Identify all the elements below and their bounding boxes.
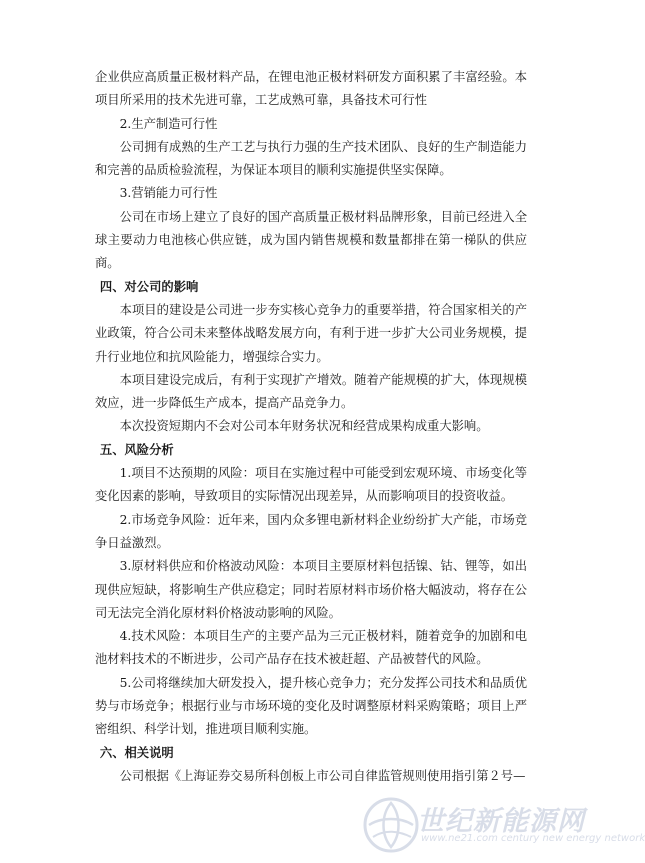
paragraph-impact-3: 本次投资短期内不会对公司本年财务状况和经营成果构成重大影响。	[119, 419, 489, 434]
paragraph-notes: 公司根据《上海证券交易所科创板上市公司自律监管规则使用指引第２号—	[119, 768, 526, 783]
watermark-title: 世纪新能源网	[417, 806, 585, 837]
paragraph-manufacturing: 公司拥有成熟的生产工艺与执行力强的生产技术团队、良好的生产制造能力和完善的品质检验流程，为保证本项目的顺利实施提供坚实保障。	[95, 139, 527, 178]
paragraph-impact-2: 本项目建设完成后，有利于实现扩产增效。随着产能规模的扩大，体现规模效应，进一步降低生产成本，提高产品竞争力。	[95, 372, 527, 411]
risk-item-5: 5.公司将继续加大研发投入，提升核心竞争力；充分发挥公司技术和品质优势与市场竞争；根据行业与市场环境的变化及时调整原材料采购策略；项目上严密组织、科学计划，推进项目顺利实施。	[95, 675, 527, 737]
heading-risk: 五、风险分析	[99, 442, 174, 457]
watermark-subtitle: www.ne21.com century new energy network	[421, 833, 645, 844]
document-body	[95, 66, 527, 788]
paragraph-intro: 企业供应高质量正极材料产品，在锂电池正极材料研发方面积累了丰富经验。本项目所采用的技术先进可靠，工艺成熟可靠，具备技术可行性	[95, 70, 527, 108]
paragraph-marketing: 公司在市场上建立了良好的国产高质量正极材料品牌形象，目前已经进入全球主要动力电池核心供应链，成为国内销售规模和数量都排在第一梯队的供应商。	[95, 209, 527, 271]
paragraph-impact-1: 本项目的建设是公司进一步夯实核心竞争力的重要举措，符合国家相关的产业政策，符合公司未来整体战略发展方向，有利于进一步扩大公司业务规模，提升行业地位和抗风险能力，增强综合实力。	[95, 302, 527, 364]
watermark	[361, 795, 645, 855]
risk-item-4: 4.技术风险：本项目生产的主要产品为三元正极材料，随着竞争的加剧和电池材料技术的不断进步，公司产品存在技术被赶超、产品被替代的风险。	[95, 629, 527, 667]
heading-impact: 四、对公司的影响	[99, 279, 199, 294]
risk-item-3: 3.原材料供应和价格波动风险：本项目主要原材料包括镍、钴、锂等，如出现供应短缺，将影响生产供应稳定；同时若原材料市场价格大幅波动，将存在公司无法完全消化原材料价格波动影响的风险。	[95, 559, 527, 620]
subheading-manufacturing: 2.生产制造可行性	[119, 116, 218, 131]
risk-item-1: 1.项目不达预期的风险：项目在实施过程中可能受到宏观环境、市场变化等变化因素的影响，导致项目的实际情况出现差异，从而影响项目的投资收益。	[95, 466, 527, 504]
subheading-marketing: 3.营销能力可行性	[119, 186, 218, 201]
heading-notes: 六、相关说明	[99, 745, 174, 760]
watermark-logo-icon	[361, 795, 421, 855]
risk-item-2: 2.市场竞争风险：近年来，国内众多锂电新材料企业纷纷扩大产能，市场竞争日益激烈。	[95, 512, 527, 550]
